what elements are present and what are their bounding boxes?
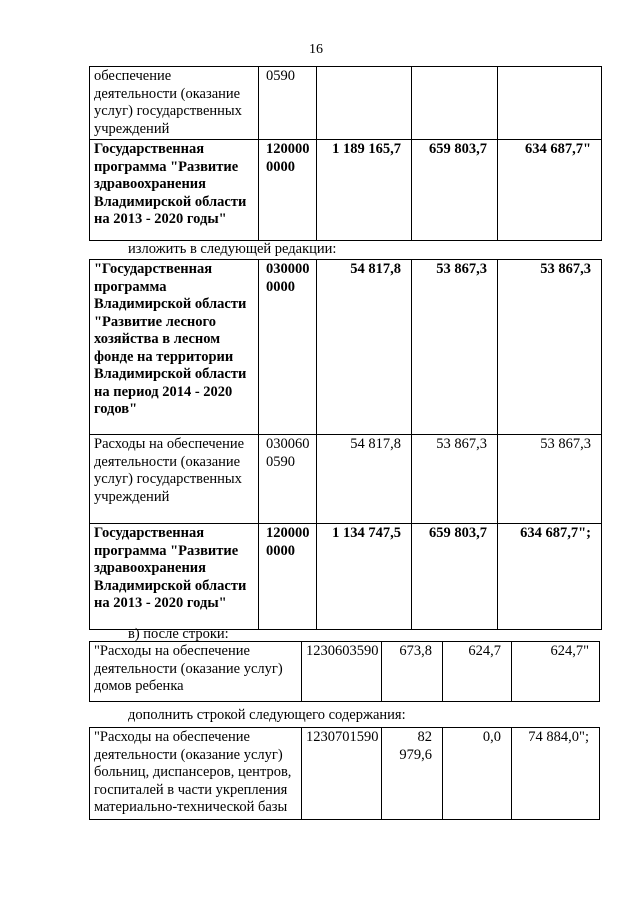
note-after-row: в) после строки: [128,626,229,642]
row-value-3: 74 884,0"; [512,728,600,820]
table-row [90,642,600,702]
row-value-3: 624,7" [512,642,600,702]
row-value-2 [412,67,498,140]
row-value-2: 53 867,3 [412,435,498,524]
budget-table-3 [89,641,600,702]
row-code: 0590 [259,67,317,140]
row-value-2: 624,7 [443,642,512,702]
row-value-1: 1 189 165,7 [317,140,412,241]
row-value-1: 54 817,8 [317,260,412,435]
row-name: Государственная программа "Развитие здравоохранения Владимирской области на 2013 - 2020 годы" [90,524,259,630]
table-row [90,524,602,630]
row-value-3: 634 687,7"; [498,524,602,630]
row-value-3 [498,67,602,140]
row-code: 1230603590 [302,642,382,702]
row-name: Расходы на обеспечение деятельности (оказание услуг) государственных учреждений [90,435,259,524]
row-value-1: 673,8 [382,642,443,702]
page-number: 16 [309,42,323,57]
row-value-1 [317,67,412,140]
row-value-2: 0,0 [443,728,512,820]
row-value-1: 54 817,8 [317,435,412,524]
note-add-row: дополнить строкой следующего содержания: [128,707,406,723]
row-code: 120000 0000 [259,524,317,630]
row-code: 030060 0590 [259,435,317,524]
row-name: "Расходы на обеспечение деятельности (оказание услуг) домов ребенка [90,642,302,702]
table-row [90,435,602,524]
budget-table-1 [89,66,602,241]
row-code: 1230701590 [302,728,382,820]
row-name: "Расходы на обеспечение деятельности (оказание услуг) больниц, диспансеров, центров, госпиталей в части укрепления материально-технической базы [90,728,302,820]
row-value-3: 53 867,3 [498,435,602,524]
table-row [90,728,600,820]
row-value-3: 53 867,3 [498,260,602,435]
row-name: обеспечение деятельности (оказание услуг) государственных учреждений [90,67,259,140]
row-code: 030000 0000 [259,260,317,435]
row-name: "Государственная программа Владимирской области "Развитие лесного хозяйства в лесном фонде на территории Владимирской области на период 2014 - 2020 годов" [90,260,259,435]
row-value-1: 82 979,6 [382,728,443,820]
row-value-2: 659 803,7 [412,140,498,241]
budget-table-4 [89,727,600,820]
budget-table-2 [89,259,602,630]
row-value-1: 1 134 747,5 [317,524,412,630]
row-code: 120000 0000 [259,140,317,241]
note-replace: изложить в следующей редакции: [128,241,337,257]
row-value-3: 634 687,7" [498,140,602,241]
row-value-2: 53 867,3 [412,260,498,435]
row-name: Государственная программа "Развитие здравоохранения Владимирской области на 2013 - 2020 годы" [90,140,259,241]
table-row [90,260,602,435]
row-value-2: 659 803,7 [412,524,498,630]
table-row [90,140,602,241]
table-row [90,67,602,140]
